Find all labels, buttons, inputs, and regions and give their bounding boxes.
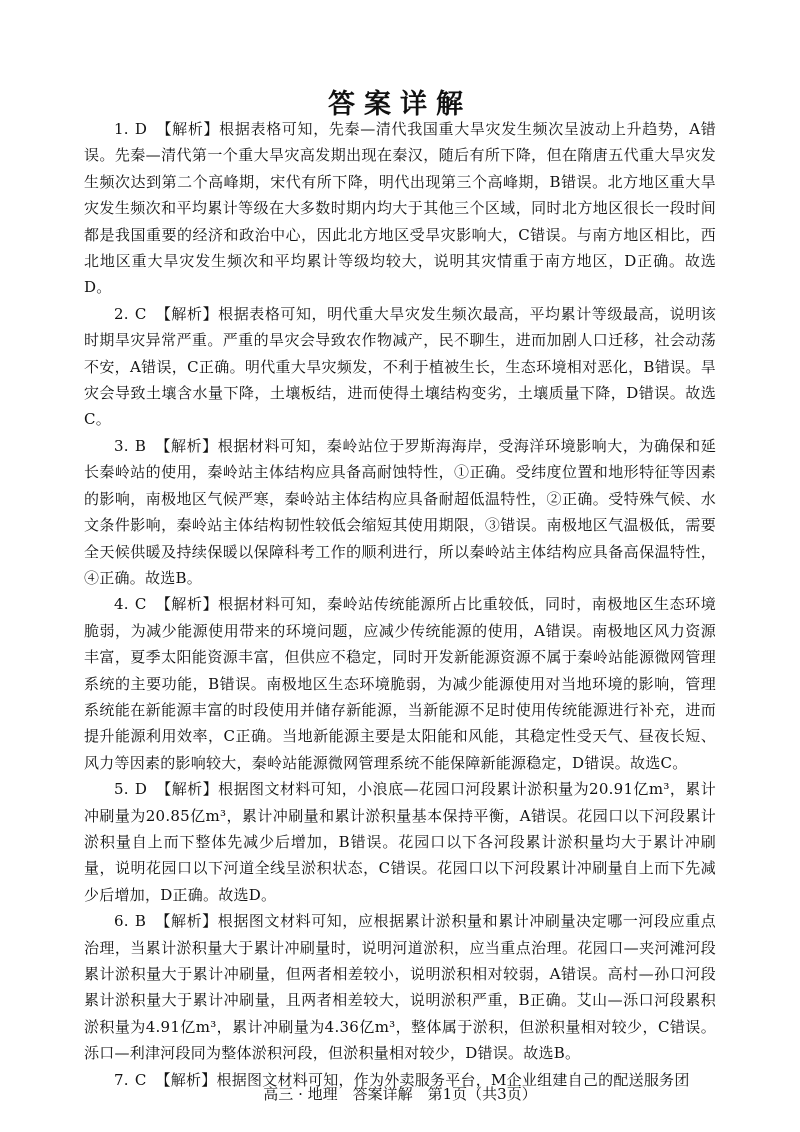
item-explanation: 【解析】根据表格可知，明代重大旱灾发生频次最高，平均累计等级最高，说明该时期旱灾异常严重。严重的旱灾会导致农作物减产，民不聊生，进而加剧人口迁移，社会动荡不安，A错误，C正确。明代重大旱灾频发，不利于植被生长，生态环境相对恶化，B错误。旱灾会导致土壤含水量下降，土壤板结，进而使得土壤结构变劣，土壤质量下降，D错误。故选C。 — [84, 304, 716, 429]
item-answer: B — [134, 912, 147, 931]
answer-item-4 — [84, 591, 716, 776]
page-title: 答案详解 — [328, 89, 472, 120]
item-number: 6. — [114, 912, 129, 931]
answer-item-5 — [84, 776, 716, 908]
item-number: 5. — [114, 780, 129, 799]
item-answer: C — [134, 595, 147, 614]
answer-item-2 — [84, 301, 716, 433]
item-explanation: 【解析】根据图文材料可知，小浪底—花园口河段累计淤积量为20.91亿m³，累计冲刷量为20.85亿m³，累计冲刷量和累计淤积量基本保持平衡，A错误。花园口以下河段累计淤积量自上而下整体先减少后增加，B错误。花园口以下各河段累计淤积量均大于累计冲刷量，说明花园口以下河道全线呈淤积状态，C错误。花园口以下河段累计冲刷量自上而下先减少后增加，D正确。故选D。 — [84, 780, 716, 904]
answer-item-6 — [84, 908, 716, 1066]
item-explanation: 【解析】根据材料可知，秦岭站位于罗斯海海岸，受海洋环境影响大，为确保和延长秦岭站的使用，秦岭站主体结构应具备高耐蚀特性，①正确。受纬度位置和地形特征等因素的影响，南极地区气候严寒，秦岭站主体结构应具备耐超低温特性，②正确。受特殊气候、水文条件影响，秦岭站主体结构韧性较低会缩短其使用期限，③错误。南极地区气温极低，需要全天候供暖及持续保暖以保障科考工作的顺利进行，所以秦岭站主体结构应具备高保温特性，④正确。故选B。 — [84, 436, 716, 587]
item-explanation: 【解析】根据材料可知，秦岭站传统能源所占比重较低，同时，南极地区生态环境脆弱，为减少能源使用带来的环境问题，应减少传统能源的使用，A错误。南极地区风力资源丰富，夏季太阳能资源丰富，但供应不稳定，同时开发新能源资源不属于秦岭站能源微网管理系统的主要功能，B错误。南极地区生态环境脆弱，为减少能源使用对当地环境的影响，管理系统能在新能源丰富的时段使用并储存新能源，当新能源不足时使用传统能源进行补充，进而提升能源利用效率，C正确。当地新能源主要是太阳能和风能，其稳定性受天气、昼夜长短、风力等因素的影响较大，秦岭站能源微网管理系统不能保障新能源稳定，D错误。故选C。 — [84, 595, 716, 772]
answer-item-3 — [84, 433, 716, 591]
item-number: 1. — [114, 120, 129, 138]
item-answer: B — [134, 436, 147, 455]
item-number: 2. — [114, 304, 129, 323]
answer-list — [84, 116, 716, 1093]
item-answer: D — [134, 780, 148, 799]
item-number: 7. — [114, 1070, 129, 1089]
item-number: 4. — [114, 595, 129, 614]
item-explanation: 【解析】根据图文材料可知，作为外卖服务平台，M企业组建自己的配送服务团 — [155, 1070, 690, 1089]
item-explanation: 【解析】根据图文材料可知，应根据累计淤积量和累计冲刷量决定哪一河段应重点治理，当累计淤积量大于累计冲刷量时，说明河道淤积，应当重点治理。花园口—夹河滩河段累计淤积量大于累计冲刷量，但两者相差较小，说明淤积相对较弱，A错误。高村—孙口河段累计淤积量大于累计冲刷量，且两者相差较大，说明淤积严重，B正确。艾山—泺口河段累积淤积量为4.91亿m³，累计冲刷量为4.36亿m³，整体属于淤积，但淤积量相对较少，C错误。泺口—利津河段同为整体淤积河段，但淤积量相对较少，D错误。故选B。 — [84, 912, 716, 1063]
answer-item-1 — [84, 116, 716, 301]
page-footer: 高三 · 地理 答案详解 第1页（共3页） — [263, 1085, 537, 1103]
item-answer: C — [134, 304, 147, 323]
item-answer: D — [134, 120, 148, 138]
item-number: 3. — [114, 436, 129, 455]
item-answer: C — [134, 1070, 147, 1089]
item-explanation: 【解析】根据表格可知，先秦—清代我国重大旱灾发生频次呈波动上升趋势，A错误。先秦—清代第一个重大旱灾高发期出现在秦汉，随后有所下降，但在隋唐五代重大旱灾发生频次达到第二个高峰期，宋代有所下降，明代出现第三个高峰期，B错误。北方地区重大旱灾发生频次和平均累计等级在大多数时期内均大于其他三个区域，同时北方地区很长一段时间都是我国重要的经济和政治中心，因此北方地区受旱灾影响大，C错误。与南方地区相比，西北地区重大旱灾发生频次和平均累计等级均较大，说明其灾情重于南方地区，D正确。故选D。 — [84, 120, 716, 297]
